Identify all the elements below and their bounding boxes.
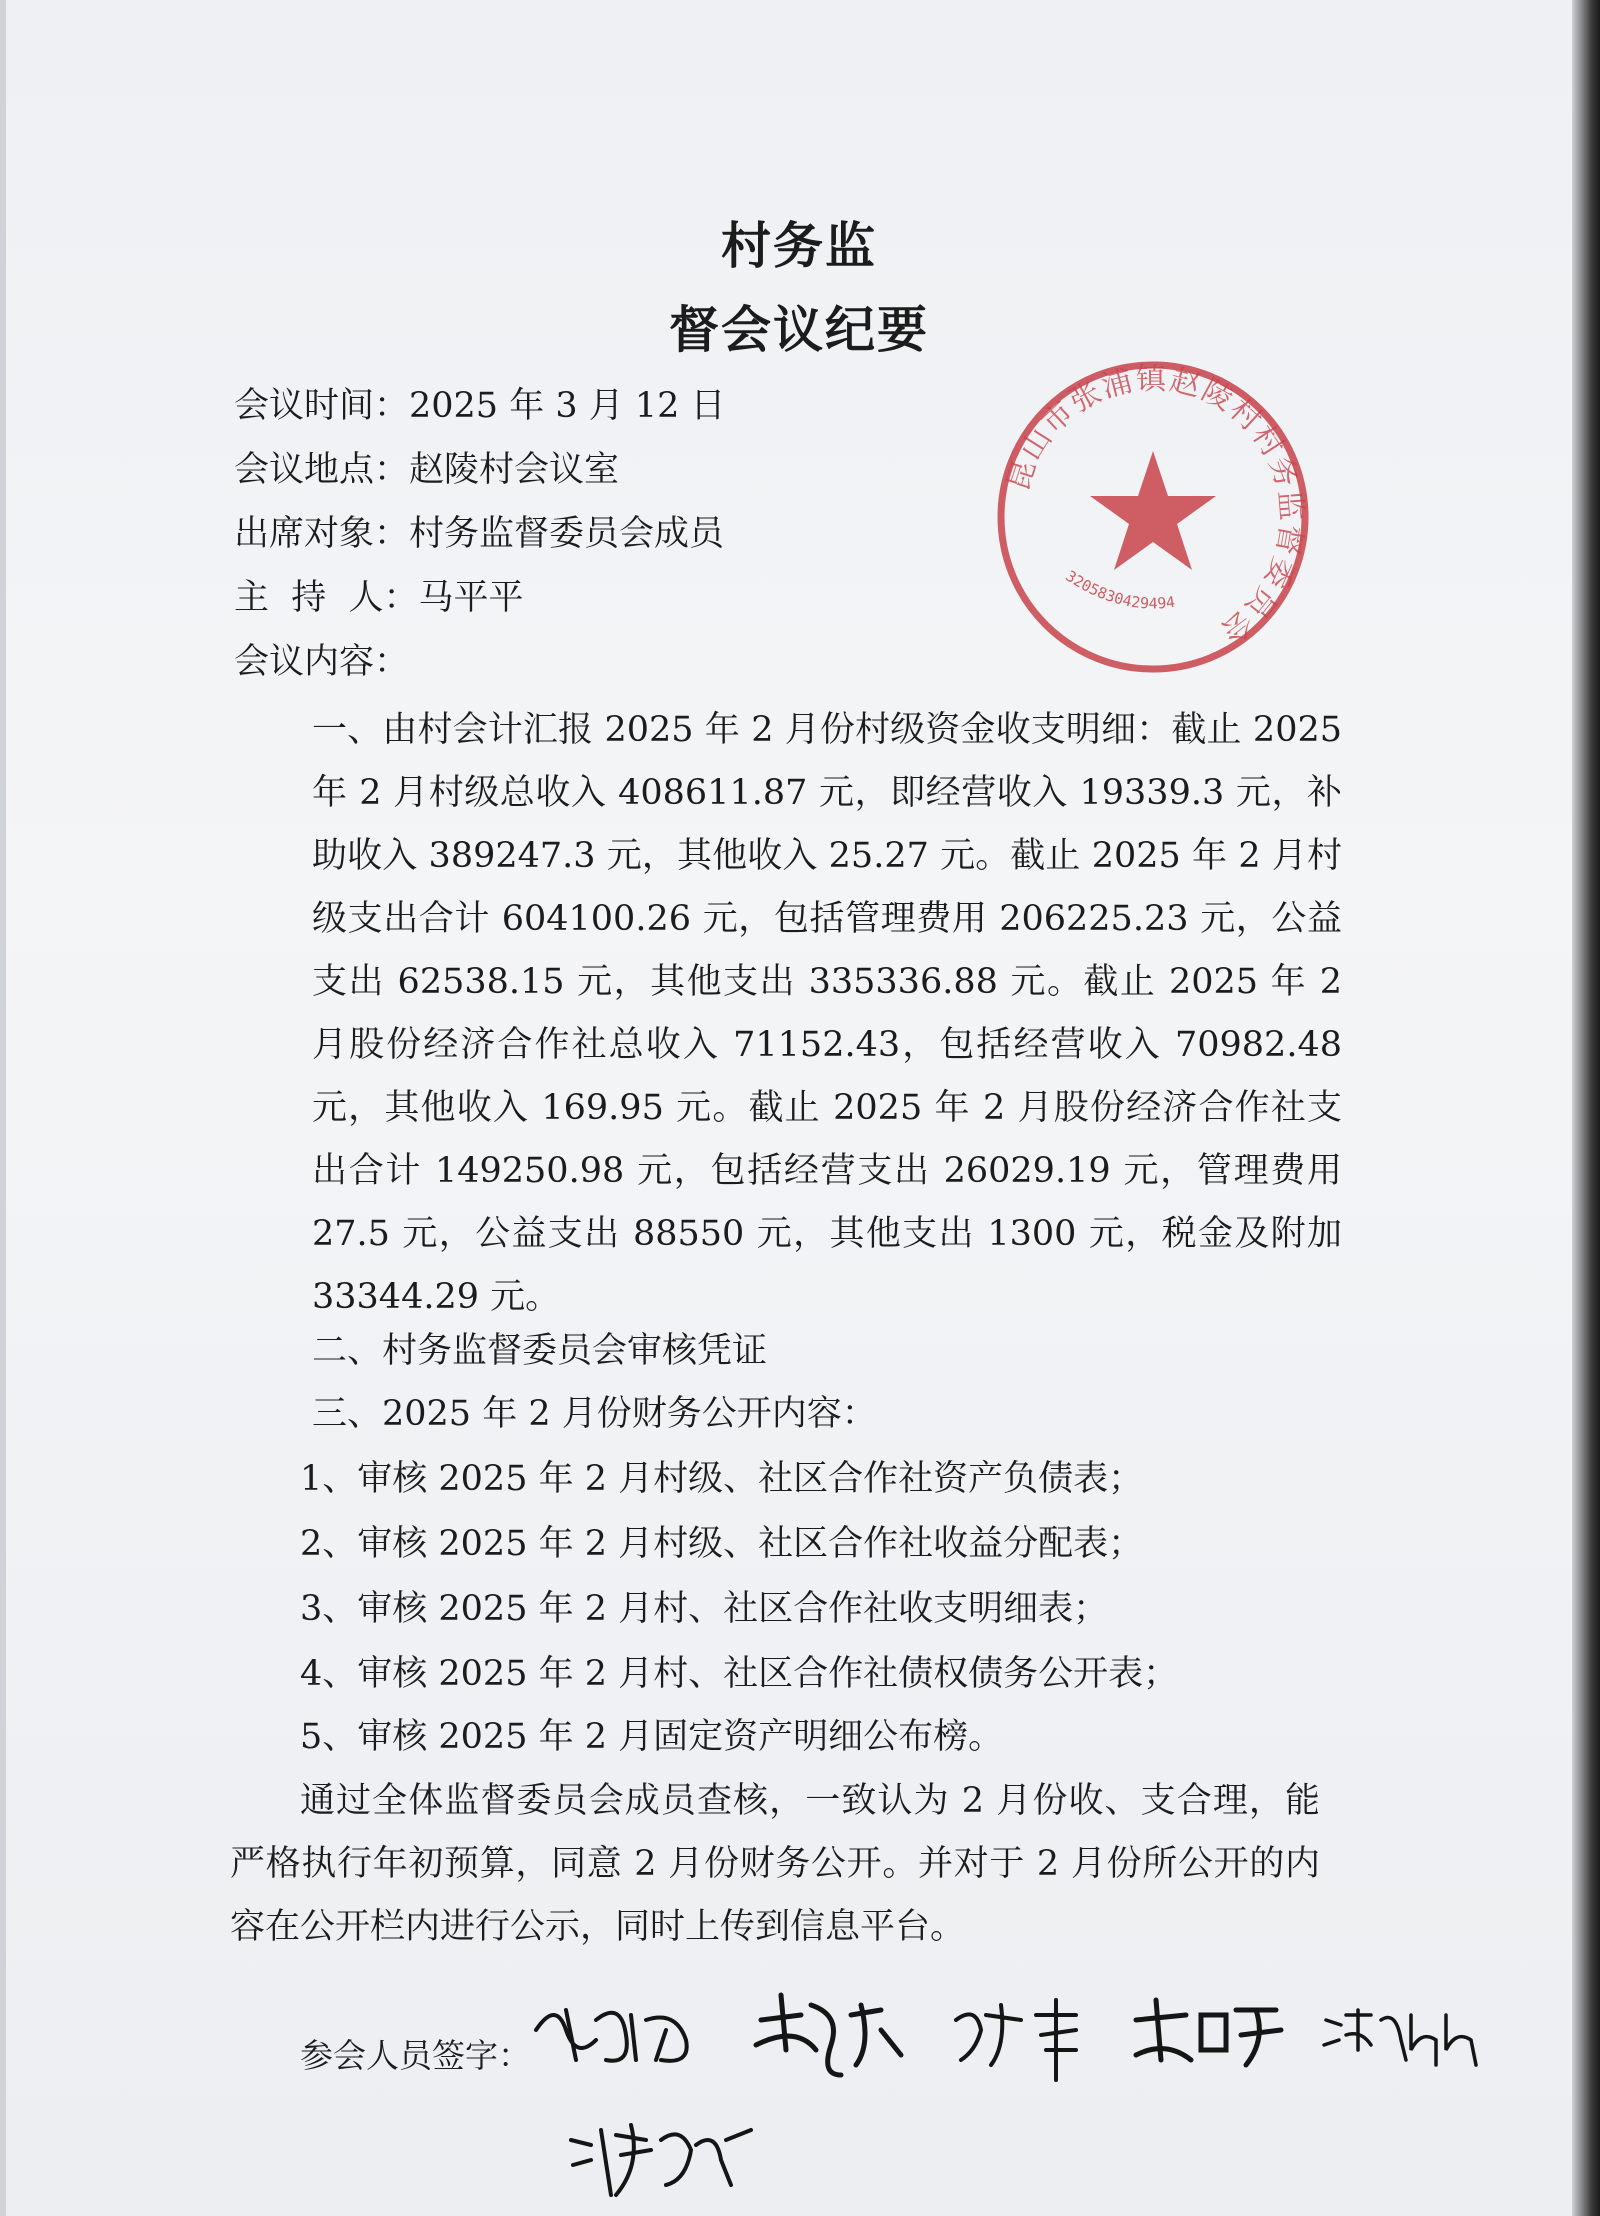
- svg-text:3205830429494: 3205830429494: [1062, 566, 1177, 613]
- finance-report-paragraph: 一、由村会计汇报 2025 年 2 月份村级资金收支明细：截止 2025 年 2 月村级总收入 408611.87 元，即经营收入 19339.3 元，补助收入 389247.3 元，其他收入 25.27 元。截止 2025 年 2 月村级支出合计 604100.26 元，包括管理费用 206225.23 元，公益支出 62538.15 元，其他支出 335336.88 元。截止 2025 年 2 月股份经济合作社总收入 71152.43，包括经营收入 70982.48 元，其他收入 169.95 元。截止 2025 年 2 月股份经济合作社支出合计 149250.98 元，包括经营支出 26029.19 元，管理费用 27.5 元，公益支出 88550 元，其他支出 1300 元，税金及附加 33344.29 元。: [312, 710, 1342, 1317]
- svg-text:昆山市张浦镇赵陵村村务监督委员会: 昆山市张浦镇赵陵村村务监督委员会: [1000, 361, 1309, 651]
- page-edge-shadow: [1572, 0, 1600, 2216]
- review-item-4: 4、审核 2025 年 2 月村、社区合作社债权债务公开表；: [300, 1654, 1179, 1694]
- agenda-item-three: 三、2025 年 2 月份财务公开内容：: [312, 1394, 877, 1434]
- official-seal-icon: [992, 356, 1314, 678]
- review-item-3: 3、审核 2025 年 2 月村、社区合作社收支明细表；: [300, 1589, 1109, 1629]
- agenda-item-two: 二、村务监督委员会审核凭证: [312, 1331, 768, 1371]
- meeting-attendees: 出席对象：村务监督委员会成员: [234, 514, 725, 554]
- review-item-2: 2、审核 2025 年 2 月村级、社区合作社收益分配表；: [300, 1524, 1144, 1564]
- signature-6-icon: [561, 2110, 761, 2210]
- review-item-5: 5、审核 2025 年 2 月固定资产明细公布榜。: [300, 1717, 1004, 1757]
- conclusion-paragraph: 通过全体监督委员会成员查核，一致认为 2 月份收、支合理，能严格执行年初预算，同意 2 月份财务公开。并对于 2 月份所公开的内容在公开栏内进行公示，同时上传到信息平台。: [230, 1781, 1320, 1947]
- signature-3-icon: [946, 1990, 1116, 2090]
- meeting-place: 会议地点：赵陵村会议室: [234, 450, 620, 490]
- meeting-time: 会议时间：2025 年 3 月 12 日: [234, 386, 726, 426]
- meeting-info: [234, 374, 726, 694]
- signature-1-icon: [526, 1990, 706, 2080]
- document-page: [6, 0, 1592, 2216]
- signature-4-icon: [1126, 1990, 1296, 2080]
- meeting-host: 主 持 人：马平平: [234, 578, 524, 618]
- signature-label: 参会人员签字：: [300, 2036, 531, 2075]
- signature-5-icon: [1316, 2000, 1486, 2070]
- document-title-line-2: 督会议纪要: [669, 301, 929, 359]
- signature-2-icon: [741, 1985, 911, 2085]
- meeting-content-label: 会议内容：: [234, 642, 410, 682]
- document-title-line-1: 村务监: [721, 217, 877, 275]
- review-item-1: 1、审核 2025 年 2 月村级、社区合作社资产负债表；: [300, 1459, 1144, 1499]
